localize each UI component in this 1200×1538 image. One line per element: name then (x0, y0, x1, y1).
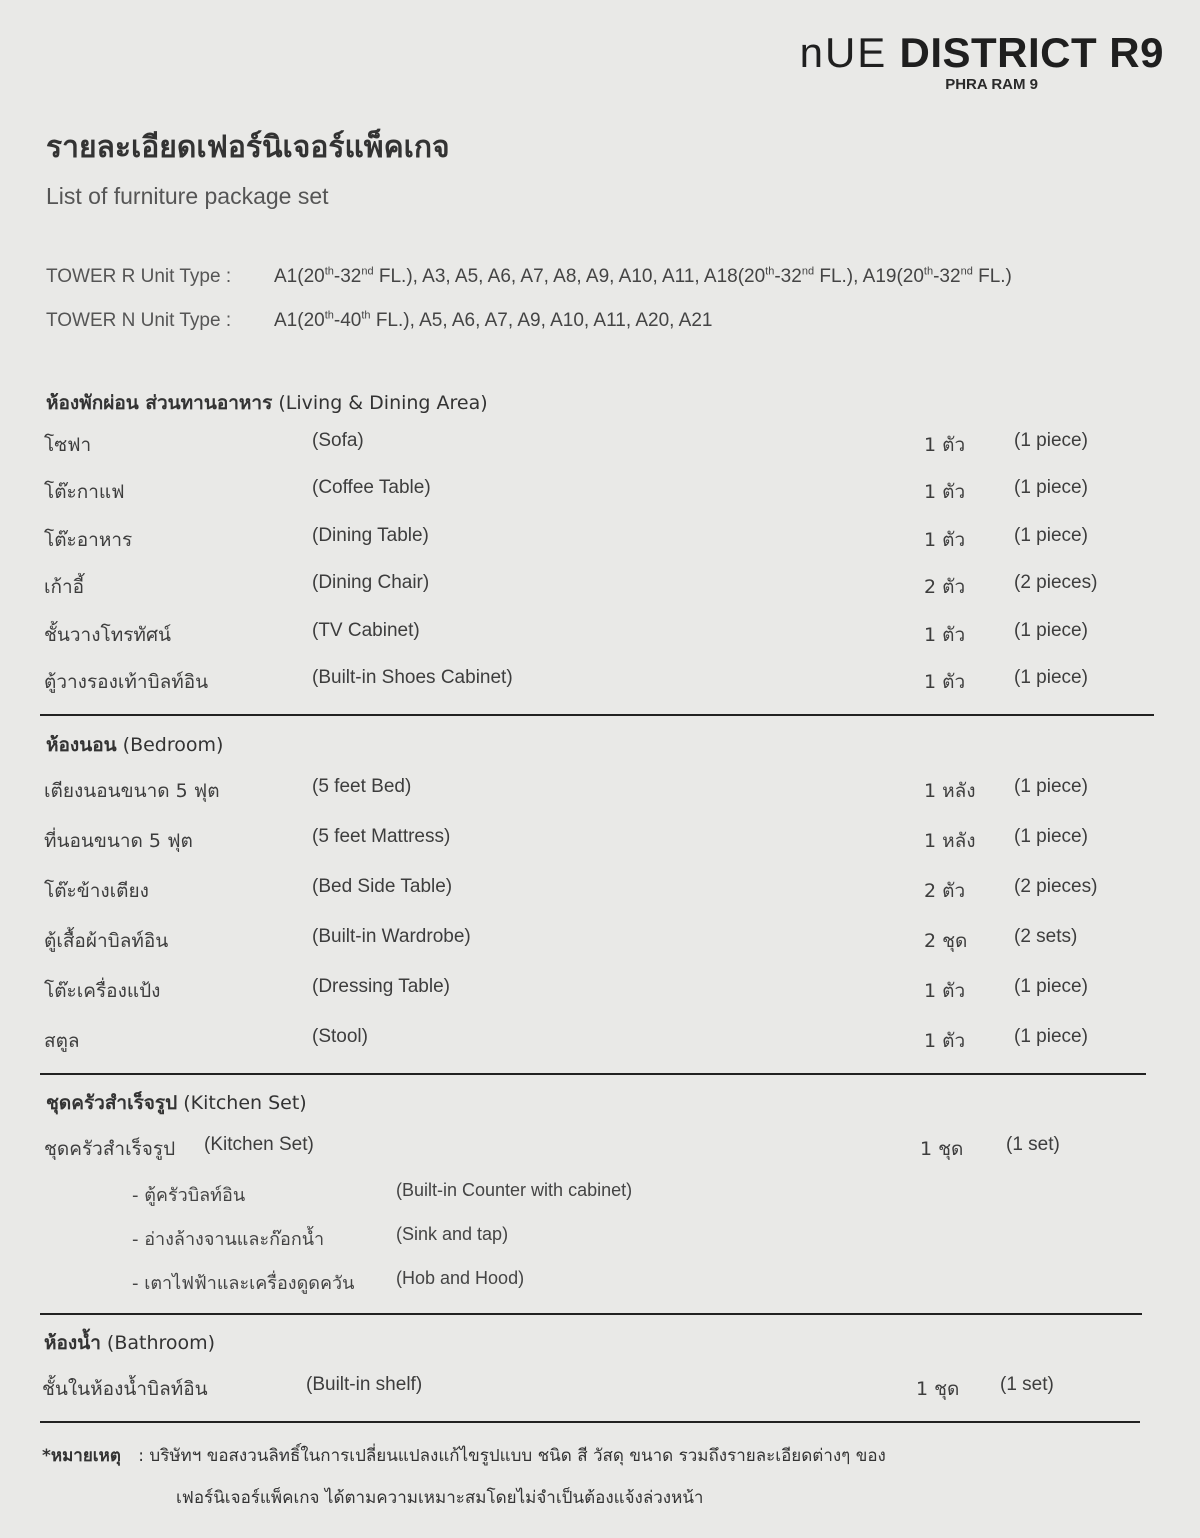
item-count-note: (1 piece) (1014, 477, 1088, 498)
item-thai-name: เตียงนอนขนาด 5 ฟุต (44, 780, 220, 802)
item-count-note: (1 set) (1000, 1374, 1054, 1395)
item-quantity: 2 ตัว (924, 576, 966, 598)
item-count-note: (1 piece) (1014, 976, 1088, 997)
kitchen-subitem (132, 1180, 633, 1209)
section-bathroom-title-en: (Bathroom) (106, 1332, 216, 1354)
item-thai-name: ตู้เสื้อผ้าบิลท์อิน (44, 930, 169, 952)
list-item (44, 926, 1160, 960)
kitchen-subitem (132, 1224, 509, 1253)
section-kitchen-title-en: (Kitchen Set) (183, 1092, 307, 1114)
item-count-note: (1 piece) (1014, 430, 1088, 451)
section-living-title-en: (Living & Dining Area) (278, 392, 488, 414)
item-count-note: (1 set) (1006, 1134, 1060, 1155)
kitchen-subitem (132, 1268, 525, 1297)
subitem-thai-name: - อ่างล้างจานและก๊อกน้ำ (132, 1229, 325, 1250)
subitem-thai-name: - ตู้ครัวบิลท์อิน (132, 1185, 246, 1206)
tower-n-label: TOWER N Unit Type : (46, 310, 232, 332)
list-item (44, 776, 1160, 810)
item-thai-name: สตูล (44, 1030, 80, 1052)
tower-r-line (46, 266, 1012, 288)
page-title-english: List of furniture package set (46, 183, 329, 209)
item-count-note: (2 pieces) (1014, 876, 1098, 897)
list-item (44, 430, 1160, 464)
tower-n-line (46, 310, 712, 332)
item-quantity: 1 ชุด (920, 1138, 964, 1160)
section-divider (40, 714, 1154, 716)
item-quantity: 1 ชุด (916, 1378, 960, 1400)
item-thai-name: โต๊ะเครื่องแป้ง (44, 980, 161, 1002)
item-count-note: (1 piece) (1014, 525, 1088, 546)
item-quantity: 2 ชุด (924, 930, 968, 952)
item-english-name: (Bed Side Table) (312, 876, 453, 897)
tower-r-label: TOWER R Unit Type : (46, 266, 232, 288)
item-quantity: 1 หลัง (924, 780, 976, 802)
item-quantity: 1 ตัว (924, 671, 966, 693)
item-quantity: 2 ตัว (924, 880, 966, 902)
list-item (44, 525, 1160, 559)
item-english-name: (Coffee Table) (312, 477, 431, 498)
section-kitchen-title-th: ชุดครัวสำเร็จรูป (46, 1092, 178, 1114)
item-thai-name: โต๊ะอาหาร (44, 529, 133, 551)
remark-label: *หมายเหตุ (42, 1446, 121, 1466)
item-thai-name: เก้าอี้ (44, 576, 85, 598)
item-english-name: (5 feet Mattress) (312, 826, 451, 847)
item-thai-name: ตู้วางรองเท้าบิลท์อิน (44, 671, 209, 693)
section-bedroom-title-en: (Bedroom) (122, 734, 224, 756)
list-item (44, 620, 1160, 654)
brand-name-bold: DISTRICT R9 (899, 29, 1164, 76)
section-bedroom-title-th: ห้องนอน (46, 734, 117, 756)
tower-n-units: A1(20th-40th FL.), A5, A6, A7, A9, A10, A11, A20, A21 (274, 310, 713, 332)
item-count-note: (1 piece) (1014, 826, 1088, 847)
item-english-name: (Dining Chair) (312, 572, 430, 593)
subitem-english-name: (Hob and Hood) (396, 1268, 525, 1288)
item-count-note: (2 sets) (1014, 926, 1078, 947)
list-item (44, 667, 1160, 701)
remark-line-2: เฟอร์นิเจอร์แพ็คเกจ ได้ตามความเหมาะสมโดยไม่จำเป็นต้องแจ้งล่วงหน้า (176, 1488, 704, 1508)
item-count-note: (1 piece) (1014, 620, 1088, 641)
remark-line-1 (42, 1442, 886, 1469)
item-thai-name: โต๊ะข้างเตียง (44, 880, 149, 902)
list-item (42, 1374, 1160, 1408)
item-english-name: (5 feet Bed) (312, 776, 412, 797)
item-english-name: (Built-in Wardrobe) (312, 926, 471, 947)
section-divider (40, 1073, 1146, 1075)
remark-text-1: : บริษัทฯ ขอสงวนลิทธิ์ในการเปลี่ยนแปลงแก้ไขรูปแบบ ชนิด สี วัสดุ ขนาด รวมถึงรายละเอียดต่างๆ ของ (138, 1446, 886, 1466)
subitem-thai-name: - เตาไฟฟ้าและเครื่องดูดควัน (132, 1273, 355, 1294)
section-divider (40, 1313, 1142, 1315)
item-english-name: (Dining Table) (312, 525, 429, 546)
subitem-english-name: (Sink and tap) (396, 1224, 509, 1244)
section-bathroom-title-th: ห้องน้ำ (44, 1332, 101, 1354)
section-living-title (46, 388, 488, 418)
list-item (44, 826, 1160, 860)
brand-name-thin: nUE (799, 29, 888, 76)
page-title-thai: รายละเอียดเฟอร์นิเจอร์แพ็คเกจ (46, 130, 450, 165)
section-bedroom-title (46, 730, 223, 760)
item-count-note: (1 piece) (1014, 1026, 1088, 1047)
item-english-name: (Sofa) (312, 430, 364, 451)
item-thai-name: ที่นอนขนาด 5 ฟุต (44, 830, 193, 852)
item-quantity: 1 ตัว (924, 980, 966, 1002)
item-english-name: (Built-in shelf) (306, 1374, 423, 1395)
item-count-note: (2 pieces) (1014, 572, 1098, 593)
item-quantity: 1 ตัว (924, 529, 966, 551)
brand-subtitle: PHRA RAM 9 (945, 76, 1038, 93)
item-thai-name: โต๊ะกาแฟ (44, 481, 125, 503)
item-quantity: 1 ตัว (924, 481, 966, 503)
item-thai-name: ชุดครัวสำเร็จรูป (44, 1138, 176, 1160)
item-quantity: 1 ตัว (924, 1030, 966, 1052)
section-bathroom-title (44, 1328, 215, 1358)
item-english-name: (Dressing Table) (312, 976, 450, 997)
item-english-name: (Kitchen Set) (204, 1134, 314, 1155)
list-item (44, 477, 1160, 511)
item-english-name: (Stool) (312, 1026, 368, 1047)
list-item (44, 976, 1160, 1010)
item-thai-name: ชั้นวางโทรทัศน์ (44, 624, 172, 646)
brand-logo (800, 30, 1164, 94)
item-count-note: (1 piece) (1014, 667, 1088, 688)
item-quantity: 1 หลัง (924, 830, 976, 852)
list-item (44, 876, 1160, 910)
section-kitchen-title (46, 1088, 307, 1118)
list-item (44, 1026, 1160, 1060)
item-thai-name: ชั้นในห้องน้ำบิลท์อิน (42, 1378, 208, 1400)
item-thai-name: โซฟา (44, 434, 92, 456)
tower-r-units: A1(20th-32nd FL.), A3, A5, A6, A7, A8, A9, A10, A11, A18(20th-32nd FL.), A19(20th-32nd FL.) (274, 266, 1012, 288)
subitem-english-name: (Built-in Counter with cabinet) (396, 1180, 633, 1200)
item-quantity: 1 ตัว (924, 434, 966, 456)
list-item (44, 1134, 1160, 1168)
item-english-name: (Built-in Shoes Cabinet) (312, 667, 513, 688)
section-divider (40, 1421, 1140, 1423)
item-count-note: (1 piece) (1014, 776, 1088, 797)
section-living-title-th: ห้องพักผ่อน ส่วนทานอาหาร (46, 392, 273, 414)
item-english-name: (TV Cabinet) (312, 620, 420, 641)
item-quantity: 1 ตัว (924, 624, 966, 646)
list-item (44, 572, 1160, 606)
